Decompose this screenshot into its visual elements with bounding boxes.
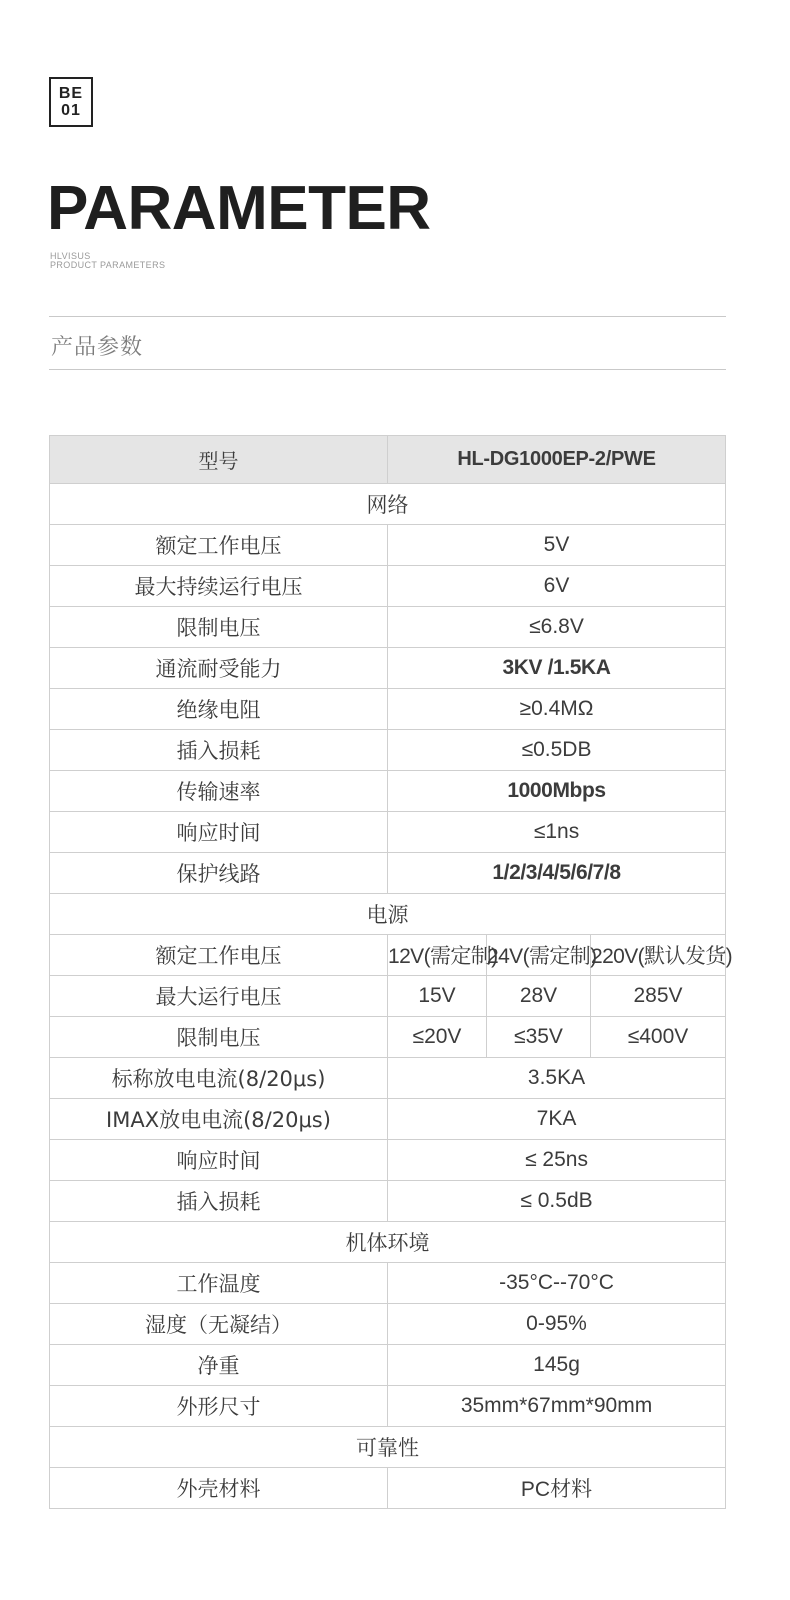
- group-title-power: 电源: [50, 894, 726, 935]
- table-row: [50, 1140, 726, 1181]
- table-row: [50, 1017, 726, 1058]
- model-row: [50, 436, 726, 484]
- param-label: 湿度（无凝结）: [50, 1304, 388, 1345]
- table-row: [50, 1263, 726, 1304]
- param-label: 限制电压: [50, 607, 388, 648]
- param-value-24v: 28V: [487, 976, 591, 1017]
- group-row-network: [50, 484, 726, 525]
- param-value: 35mm*67mm*90mm: [388, 1386, 726, 1427]
- parameter-table: [49, 435, 733, 1509]
- param-label: 外壳材料: [50, 1468, 388, 1509]
- group-title-reliability: 可靠性: [50, 1427, 726, 1468]
- param-value: ≤0.5DB: [388, 730, 726, 771]
- param-value: 3KV /1.5KA: [388, 648, 726, 689]
- param-label: 最大持续运行电压: [50, 566, 388, 607]
- table-row: [50, 1058, 726, 1099]
- param-label: 插入损耗: [50, 1181, 388, 1222]
- param-value-220v: ≤400V: [591, 1017, 726, 1058]
- param-label: 响应时间: [50, 812, 388, 853]
- badge-line-1: BE: [58, 85, 84, 102]
- group-row-reliability: [50, 1427, 726, 1468]
- param-label: 额定工作电压: [50, 525, 388, 566]
- table-row: [50, 607, 726, 648]
- param-label: 保护线路: [50, 853, 388, 894]
- param-value-12v: ≤20V: [388, 1017, 487, 1058]
- table-row: [50, 1345, 726, 1386]
- param-value: 5V: [388, 525, 726, 566]
- param-value-220v: 220V(默认发货): [591, 935, 726, 976]
- table-row: [50, 689, 726, 730]
- param-label: 额定工作电压: [50, 935, 388, 976]
- table-row: [50, 1304, 726, 1345]
- param-value: ≥0.4MΩ: [388, 689, 726, 730]
- param-label: 插入损耗: [50, 730, 388, 771]
- section-title: 产品参数: [51, 335, 144, 360]
- param-value: 1/2/3/4/5/6/7/8: [388, 853, 726, 894]
- param-label: 最大运行电压: [50, 976, 388, 1017]
- param-value: 0-95%: [388, 1304, 726, 1345]
- model-label: 型号: [50, 436, 388, 484]
- table-row: [50, 1468, 726, 1509]
- table-row: [50, 771, 726, 812]
- param-label: 工作温度: [50, 1263, 388, 1304]
- param-label: 绝缘电阻: [50, 689, 388, 730]
- table-row: [50, 525, 726, 566]
- param-value: 7KA: [388, 1099, 726, 1140]
- page-title: PARAMETER: [47, 174, 431, 243]
- param-label: 标称放电电流(8/20μs): [50, 1058, 388, 1099]
- table-row: [50, 648, 726, 689]
- table-row: [50, 935, 726, 976]
- param-value: ≤ 0.5dB: [388, 1181, 726, 1222]
- badge-line-2: 01: [61, 102, 81, 119]
- param-value: ≤ 25ns: [388, 1140, 726, 1181]
- brand-subtitle: HLVISUS: [50, 251, 91, 261]
- group-row-power: [50, 894, 726, 935]
- param-label: 通流耐受能力: [50, 648, 388, 689]
- param-label: 净重: [50, 1345, 388, 1386]
- table-row: [50, 566, 726, 607]
- param-value-12v: 15V: [388, 976, 487, 1017]
- param-label: IMAX放电电流(8/20μs): [50, 1099, 388, 1140]
- brand-badge: [49, 77, 93, 127]
- table-row: [50, 730, 726, 771]
- param-value-220v: 285V: [591, 976, 726, 1017]
- table-row: [50, 853, 726, 894]
- top-divider: [49, 316, 726, 317]
- group-title-network: 网络: [50, 484, 726, 525]
- group-row-body: [50, 1222, 726, 1263]
- table-row: [50, 812, 726, 853]
- param-value: 145g: [388, 1345, 726, 1386]
- model-value: HL-DG1000EP-2/PWE: [388, 436, 726, 484]
- table-row: [50, 1181, 726, 1222]
- param-label: 传输速率: [50, 771, 388, 812]
- param-value: 3.5KA: [388, 1058, 726, 1099]
- param-value: 1000Mbps: [388, 771, 726, 812]
- param-label: 限制电压: [50, 1017, 388, 1058]
- param-value: 6V: [388, 566, 726, 607]
- param-label: 外形尺寸: [50, 1386, 388, 1427]
- param-value-12v: 12V(需定制): [388, 935, 487, 976]
- param-label: 响应时间: [50, 1140, 388, 1181]
- param-value: PC材料: [388, 1468, 726, 1509]
- bottom-divider: [49, 369, 726, 370]
- param-value-24v: 24V(需定制): [487, 935, 591, 976]
- param-value: ≤6.8V: [388, 607, 726, 648]
- param-value-24v: ≤35V: [487, 1017, 591, 1058]
- product-parameters-subtitle: PRODUCT PARAMETERS: [50, 260, 166, 270]
- group-title-body: 机体环境: [50, 1222, 726, 1263]
- param-value: ≤1ns: [388, 812, 726, 853]
- table-row: [50, 976, 726, 1017]
- param-value: -35°C--70°C: [388, 1263, 726, 1304]
- table-row: [50, 1386, 726, 1427]
- table-row: [50, 1099, 726, 1140]
